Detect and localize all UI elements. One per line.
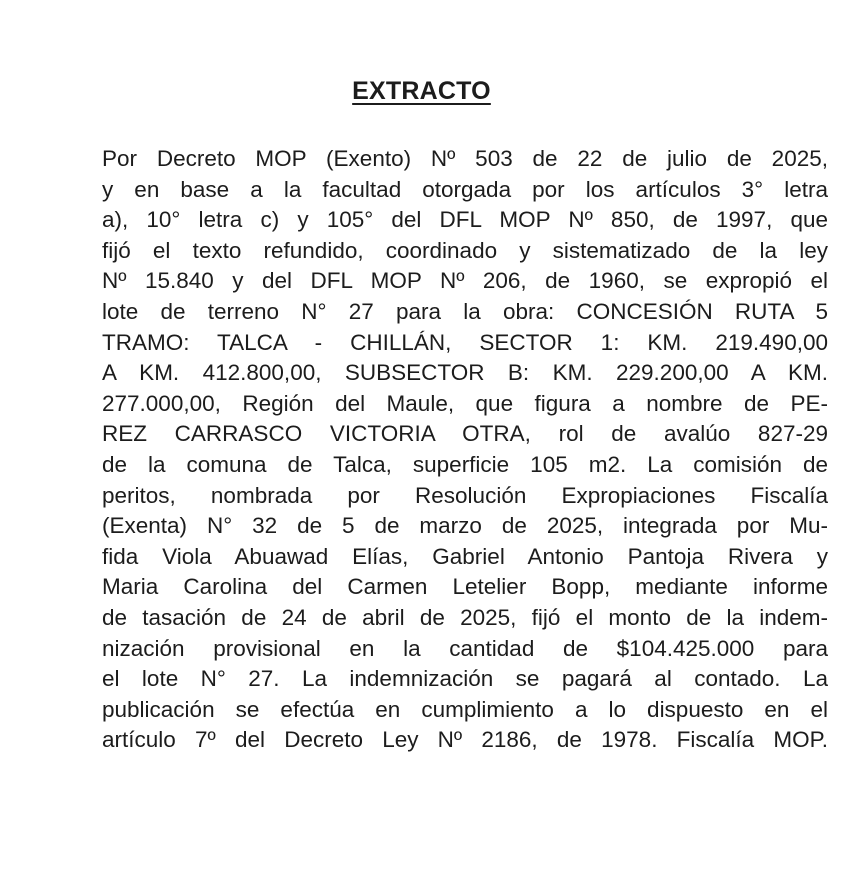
body-line: peritos, nombrada por Resolución Expropiaciones Fiscalía — [102, 482, 828, 508]
body-line: nización provisional en la cantidad de $104.425.000 para — [102, 635, 828, 661]
body-line: de la comuna de Talca, superficie 105 m2. La comisión de — [102, 451, 828, 477]
body-line: Nº 15.840 y del DFL MOP Nº 206, de 1960, se expropió el — [102, 268, 828, 294]
body-line: REZ CARRASCO VICTORIA OTRA, rol de avalúo 827-29 — [102, 421, 828, 447]
body-line: el lote N° 27. La indemnización se pagará al contado. La — [102, 666, 828, 692]
notice-body — [102, 144, 828, 756]
body-line: artículo 7º del Decreto Ley Nº 2186, de 1978. Fiscalía MOP. — [102, 727, 828, 753]
body-line: publicación se efectúa en cumplimiento a lo dispuesto en el — [102, 696, 828, 722]
body-line: fijó el texto refundido, coordinado y sistematizado de la ley — [102, 237, 828, 263]
body-line: TRAMO: TALCA - CHILLÁN, SECTOR 1: KM. 219.490,00 — [102, 329, 828, 355]
body-line: A KM. 412.800,00, SUBSECTOR B: KM. 229.200,00 A KM. — [102, 360, 828, 386]
body-line: fida Viola Abuawad Elías, Gabriel Antonio Pantoja Rivera y — [102, 543, 828, 569]
body-line: Por Decreto MOP (Exento) Nº 503 de 22 de julio de 2025, — [102, 146, 828, 171]
body-line: a), 10° letra c) y 105° del DFL MOP Nº 850, de 1997, que — [102, 207, 828, 233]
document-title: EXTRACTO — [352, 77, 491, 105]
body-line: y en base a la facultad otorgada por los artículos 3° letra — [102, 176, 828, 202]
body-line: 277.000,00, Región del Maule, que figura a nombre de PE- — [102, 390, 828, 416]
body-line: Maria Carolina del Carmen Letelier Bopp, mediante informe — [102, 574, 828, 600]
body-line: lote de terreno N° 27 para la obra: CONCESIÓN RUTA 5 — [102, 298, 828, 324]
body-line: de tasación de 24 de abril de 2025, fijó el monto de la indem- — [102, 604, 828, 630]
body-line: (Exenta) N° 32 de 5 de marzo de 2025, integrada por Mu- — [102, 513, 828, 539]
